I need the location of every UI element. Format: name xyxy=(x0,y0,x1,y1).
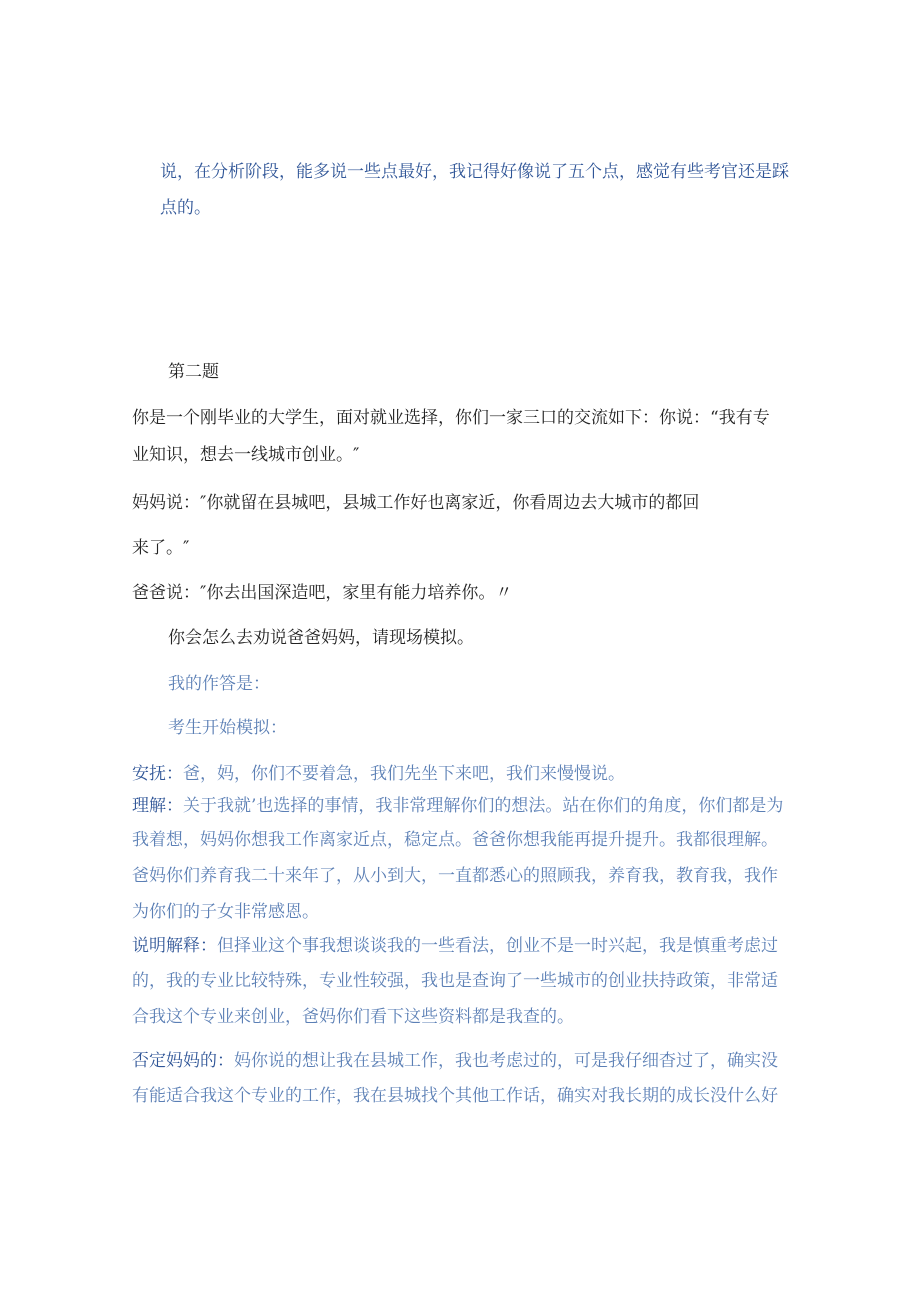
simulation-start-label: 考生开始模拟： xyxy=(168,718,287,738)
my-answer-label: 我的作答是： xyxy=(168,674,270,694)
deny-label: 否定妈妈的： xyxy=(132,1051,234,1071)
explain-text-line-2: 的，我的专业比较特殊，专业性较强，我也是查询了一些城市的创业扶持政策，非常适 xyxy=(132,971,778,991)
explain-text-line-3: 合我这个专业来创业，爸妈你们看下这些资料都是我查的。 xyxy=(132,1007,574,1027)
intro-paragraph-line-1: 说，在分析阶段，能多说一些点最好，我记得好像说了五个点，感觉有些考官还是踩 xyxy=(160,162,789,182)
section-heading: 第二题 xyxy=(168,362,219,382)
intro-paragraph-line-2: 点的。 xyxy=(160,198,211,218)
deny-paragraph-line-1 xyxy=(132,1050,778,1072)
explain-label: 说明解释： xyxy=(132,936,217,956)
explain-text-line-1: 但择业这个事我想谈谈我的一些看法，创业不是一时兴起，我是慎重考虑过 xyxy=(217,936,778,956)
understand-text-line-2: 我着想，妈妈你想我工作离家近点，稳定点。爸爸你想我能再提升提升。我都很理解。 xyxy=(132,830,778,850)
question-line-1: 你是一个刚毕业的大学生，面对就业选择，你们一家三口的交流如下：你说：“我有专 xyxy=(132,408,770,428)
question-line-2: 业知识，想去一线城市创业。″ xyxy=(132,445,360,465)
mom-quote-line-2: 来了。″ xyxy=(132,538,190,558)
understand-text-line-4: 为你们的子女非常感恩。 xyxy=(132,902,319,922)
explain-paragraph-line-1 xyxy=(132,935,778,957)
mom-quote-line-1: 妈妈说：″你就留在县城吧，县城工作好也离家近，你看周边去大城市的都回 xyxy=(132,493,700,513)
comfort-paragraph xyxy=(132,763,625,785)
task-instruction: 你会怎么去劝说爸爸妈妈，请现场模拟。 xyxy=(168,628,474,648)
comfort-label: 安抚： xyxy=(132,764,183,784)
deny-text-line-1: 妈你说的想让我在县城工作，我也考虑过的，可是我仔细杳过了，确实没 xyxy=(234,1051,778,1071)
understand-label: 理解： xyxy=(132,796,183,816)
deny-text-line-2: 有能适合我这个专业的工作，我在县城找个其他工作话，确实对我长期的成长没什么好 xyxy=(132,1086,778,1106)
comfort-text: 爸，妈，你们不要着急，我们先坐下来吧，我们来慢慢说。 xyxy=(183,764,625,784)
understand-text-line-1: 关于我就’也选择的事情，我非常理解你们的想法。站在你们的角度，你们都是为 xyxy=(183,796,784,816)
understand-paragraph-line-1 xyxy=(132,795,783,817)
understand-text-line-3: 爸妈你们养育我二十来年了，从小到大，一直都悉心的照顾我，养育我，教育我，我作 xyxy=(132,866,778,886)
dad-quote-line: 爸爸说：″你去出国深造吧，家里有能力培养你。〃 xyxy=(132,583,513,603)
